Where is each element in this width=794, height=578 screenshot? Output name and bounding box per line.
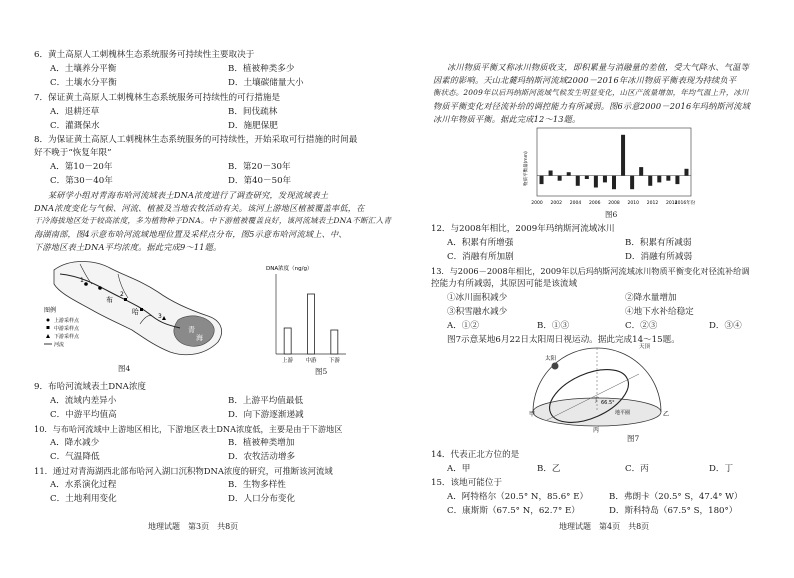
fig6-bar	[648, 176, 652, 186]
fig6-bar	[585, 176, 589, 179]
passage2-line3: 衡状态。2009年以后玛纳斯河流域气候发生明显变化，山区产流量增加，年均气温上升，冰川	[433, 88, 749, 97]
figure6-chart	[521, 124, 699, 210]
fig7-ding-label: 丁	[593, 397, 600, 404]
fig6-bar	[666, 176, 670, 181]
fig6-bar	[621, 135, 625, 176]
q9-option-a: A．流域内差异小	[50, 396, 117, 406]
fig7-zenith-label: 天顶	[639, 344, 651, 350]
q15-option-c: C．康斯斯（67.5° N，62.7° E）	[447, 506, 580, 516]
q6-option-a: A．土壤养分平衡	[50, 64, 117, 74]
q8-option-c: C．第30－40年	[50, 176, 113, 186]
q7-option-b: B．间伐疏林	[228, 107, 278, 117]
q8-option-d: D．第40－50年	[228, 176, 292, 186]
q10-option-d: D．农牧活动增多	[228, 452, 296, 462]
figure5-chart	[262, 262, 352, 366]
fig6-bar	[540, 176, 544, 185]
fig6-x-tick-label: 2012	[646, 201, 659, 206]
fig6-x-tick-label: 2008	[608, 201, 620, 206]
q8-stem-line2: 好不晚于“恢复年限”	[34, 148, 112, 158]
fig6-bar	[558, 176, 562, 181]
map-label-ha: 哈	[132, 308, 139, 316]
fig6-x-tick-label: 2004	[569, 201, 582, 206]
fig6-bar	[684, 169, 688, 176]
q13-item-1: ①冰川面积减少	[447, 293, 508, 303]
q13-item-4: ④地下水补给稳定	[625, 307, 694, 317]
q7-stem: 7．保证黄土高原人工刺槐林生态系统服务可持续性的可行措施是	[34, 93, 281, 103]
map-label-sample2: 2	[120, 291, 124, 298]
fig6-bar	[594, 176, 598, 188]
q15-option-d: D．斯科特岛（67.5° S，180°）	[609, 506, 738, 516]
q9-option-c: C．中游平均值高	[50, 410, 117, 420]
map-label-sample1: 1	[80, 277, 84, 284]
fig7-yi-label: 乙	[663, 411, 670, 418]
q13-option-d: D．③④	[709, 321, 742, 331]
fig6-x-tick-label: 2016年份	[674, 201, 696, 206]
legend-midstream: 中游采样点	[54, 326, 80, 332]
q11-option-d: D．人口分布变化	[228, 494, 296, 504]
q11-option-a: A．水系演化过程	[50, 480, 117, 490]
q13-item-2: ②降水量增加	[625, 293, 677, 303]
q12-option-a: A．积累有所增强	[447, 238, 514, 248]
right-page-footer: 地理试题 第4页 共8页	[559, 522, 650, 531]
q12-option-d: D．消融有所减弱	[625, 252, 693, 262]
legend-title: 图例	[44, 307, 57, 314]
q7-option-c: C．灌溉保水	[50, 121, 100, 131]
legend-downstream: 下游采样点	[54, 334, 80, 340]
fig6-bar	[567, 172, 571, 175]
figure5-caption: 图5	[315, 367, 328, 376]
q13-option-a: A．①②	[447, 321, 479, 331]
q11-option-b: B．生物多样性	[228, 480, 286, 490]
passage2-line2: 因素的影响。天山北麓玛纳斯河流域2000－2016年冰川物质平衡表现为持续负平	[433, 75, 737, 85]
q14-option-b: B．乙	[537, 464, 561, 474]
legend-upstream: 上游采样点	[54, 318, 80, 324]
sun-icon	[552, 363, 559, 370]
passage2-line5: 冰川年物质平衡。据此完成12～13题。	[433, 114, 581, 124]
fig7-jia-label: 甲	[529, 411, 536, 418]
q10-option-b: B．植被种类增加	[228, 438, 295, 448]
q13-stem-line2: 控能力有所减弱，其原因可能是该流域	[431, 279, 578, 289]
fig7-bing-label: 丙	[593, 427, 600, 434]
fig5-x-tick-label: 下游	[328, 358, 340, 364]
fig6-x-tick-label: 2014	[666, 201, 678, 206]
q13-option-b: B．①③	[537, 321, 570, 331]
fig6-bar	[630, 176, 634, 190]
q8-stem-line1: 8．为保证黄土高原人工刺槐林生态系统服务的可持续性，开始采取可行措施的时间最	[34, 135, 358, 145]
q10-option-c: C．气温降低	[50, 452, 100, 462]
map-label-lake: 青	[188, 326, 195, 334]
sample-upstream	[84, 282, 88, 286]
q14-option-c: C．丙	[625, 464, 649, 474]
q12-option-c: C．消融有所加剧	[447, 252, 514, 262]
q14-option-d: D．丁	[709, 464, 734, 474]
map-label-sample3: 3	[158, 313, 162, 320]
q10-option-a: A．降水减少	[50, 438, 100, 448]
q12-stem: 12．与2008年相比，2009年玛纳斯河流域冰川	[431, 224, 615, 234]
passage-line2: DNA浓度变化与气候、河流、植被及当地农牧活动有关。该河上游地区植被覆盖率低，在	[34, 203, 365, 213]
figure4-map	[40, 254, 240, 364]
passage-line3: 干冷海拔地区处于较高浓度，多为植物种子DNA。中下游植被覆盖良好，该河流域表土DNA不断汇入青	[34, 216, 392, 225]
fig7-angle-label: 66.5°	[601, 400, 615, 406]
fig6-ylabel: 物质平衡量(mm)	[524, 151, 529, 186]
q6-option-c: C．土壤水分平衡	[50, 78, 117, 88]
fig5-bar	[308, 294, 315, 354]
legend-river: 河流	[54, 342, 65, 348]
figure7-caption: 图7	[627, 434, 640, 443]
left-page-footer: 地理试题 第3页 共8页	[148, 522, 239, 531]
fig6-bar	[612, 176, 616, 190]
sample-midstream	[124, 298, 127, 301]
fig7-plane-label: 地平圈	[615, 410, 631, 416]
fig6-x-tick-label: 2002	[550, 201, 562, 206]
q15-stem: 15．该地可能位于	[431, 478, 503, 488]
q12-option-b: B．积累有所减弱	[625, 238, 692, 248]
q6-option-b: B．植被种类多少	[228, 64, 295, 74]
map-label-lake2: 海	[196, 334, 203, 342]
q7-option-a: A．退耕还草	[50, 107, 100, 117]
fig6-x-tick-label: 2006	[589, 201, 601, 206]
q8-option-a: A．第10－20年	[50, 162, 113, 172]
map-label-bu: 布	[106, 296, 113, 304]
figure7-diagram	[527, 340, 670, 434]
fig7-sun-label: 太阳	[545, 356, 557, 362]
q15-option-a: A．阿特格尔（20.5° N，85.6° E）	[447, 492, 589, 502]
fig6-x-tick-label: 2010	[627, 201, 639, 206]
fig7-intro: 图7示意某地6月22日太阳周日视运动。据此完成14～15题。	[447, 335, 680, 345]
right-page	[397, 0, 794, 578]
fig6-bar	[549, 171, 553, 176]
q10-stem: 10．与布哈河流域中上游地区相比，下游地区表土DNA浓度低，主要是由于下游地区	[34, 424, 343, 434]
q11-option-c: C．土地利用变化	[50, 494, 117, 504]
q13-item-3: ③积雪融水减少	[447, 307, 508, 317]
sample-upstream	[98, 286, 102, 290]
fig5-bar	[331, 330, 338, 354]
fig6-bar	[576, 176, 580, 186]
q9-option-d: D．向下游逐渐递减	[228, 410, 304, 420]
q13-stem-line1: 13．与2006－2008年相比，2009年以后玛纳斯河流域冰川物质平衡变化对径流补给调	[431, 266, 750, 276]
passage-line1: 某研学小组对青海布哈河流域表土DNA浓度进行了调查研究，发现流域表土	[48, 190, 329, 200]
passage-line5: 下游地区表土DNA平均浓度。据此完成9～11题。	[34, 242, 222, 252]
q11-stem: 11．通过对青海湖西北部布哈河入湖口沉积物DNA浓度的研究，可推断该河流域	[34, 466, 333, 476]
fig6-x-tick-label: 2000	[531, 201, 543, 206]
passage-line4: 海湖南部，图4示意布哈河流域地理位置及采样点分布，图5示意布哈河流域上、中、	[34, 229, 347, 239]
q7-option-d: D．施肥保肥	[228, 121, 278, 131]
fig6-bar	[639, 167, 643, 176]
fig5-x-tick-label: 中游	[305, 358, 317, 364]
fig6-bar	[675, 176, 679, 185]
fig6-bar	[603, 176, 607, 183]
figure6-caption: 图6	[605, 210, 618, 219]
fig5-x-tick-label: 上游	[282, 358, 294, 364]
q13-option-c: C．②③	[625, 321, 658, 331]
q9-stem: 9．布哈河流域表土DNA浓度	[34, 382, 147, 392]
q14-stem: 14．代表正北方位的是	[431, 450, 520, 460]
q15-option-b: B．弗朗卡（20.5° S，47.4° W）	[609, 492, 743, 502]
q14-option-a: A．甲	[447, 464, 471, 474]
passage2-line1: 冰川物质平衡又称冰川物质收支，即积累量与消融量的差值，受大气降水、气温等	[447, 62, 749, 72]
q6-stem: 6．黄土高原人工刺槐林生态系统服务可持续性主要取决于	[34, 50, 255, 60]
q6-option-d: D．土壤碳储量大小	[228, 78, 304, 88]
q9-option-b: B．上游平均值最低	[228, 396, 304, 406]
fig5-bar	[284, 328, 291, 354]
fig5-ylabel: DNA浓度（ng/g）	[266, 266, 313, 272]
q8-option-b: B．第20－30年	[228, 162, 291, 172]
sample-midstream	[140, 308, 143, 311]
figure4-caption: 图4	[118, 364, 131, 373]
fig6-bar	[657, 176, 661, 183]
passage2-line4: 物质平衡变化对径流补给的调控能力有所减弱。图6示意2000－2016年玛纳斯河流域	[433, 101, 751, 111]
